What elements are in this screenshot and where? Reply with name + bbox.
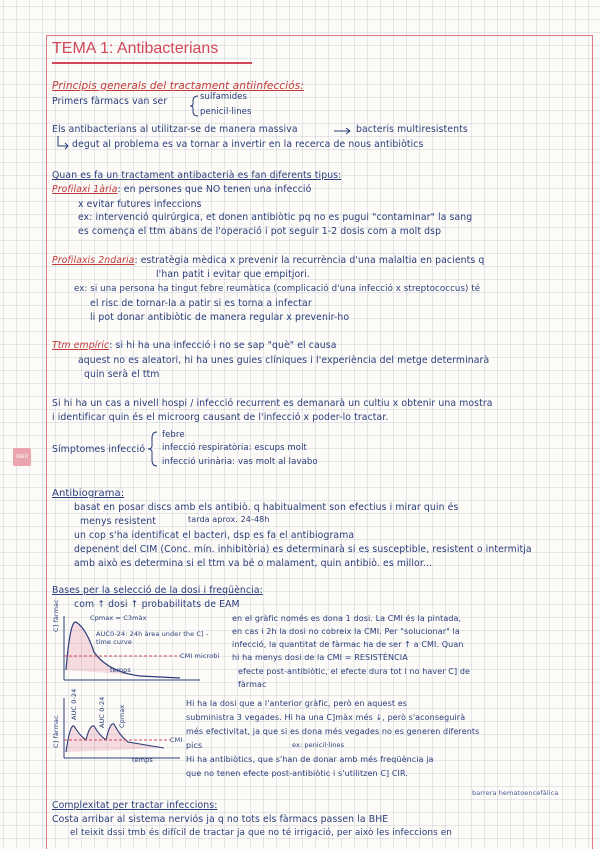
bracket-icon [148, 432, 160, 466]
bases-text-10b: ex: penicil·lines [292, 741, 345, 749]
arrow-right-icon [334, 128, 354, 134]
antibiograma-bullet-1b: menys resistent [80, 516, 156, 527]
graph-2-cpmax: Cpmax [118, 704, 126, 728]
bases-bullet-1: com ↑ dosi ↑ probabilitats de EAM [74, 599, 240, 610]
bases-text-6: fàrmac [238, 680, 267, 689]
graph-2-auc: AUC 0-24 [70, 688, 78, 720]
bases-text-2: en cas i 2h la dosi no cobreix la CMI. Per "solucionar" la [232, 627, 460, 636]
simptoma-3: infecció urinària: vas molt al lavabo [162, 457, 318, 467]
empiric-bullet-1: aquest no es aleatori, hi ha unes guies clíniques i l'experiència del metge determinarà [78, 355, 490, 366]
p2-line-2: l'han patit i evitar que empitjori. [156, 269, 310, 280]
principis-line-2b: bacteris multiresistents [356, 124, 468, 135]
complexitat-heading: Complexitat per tractar infeccions: [52, 800, 218, 811]
bases-text-7: Hi ha la dosi que a l'anterior gràfic, però en aquest es [186, 699, 408, 708]
bases-text-3: infecció, la quantitat de fàrmac ha de ser ↑ a CMI. Quan [232, 640, 464, 649]
graph-1-cmax: Cpmax = C3màx [90, 614, 147, 622]
p1-bullet-1: x evitar futures infeccions [78, 199, 202, 210]
profilaxi1-label: Profilaxi 1ària [52, 184, 118, 195]
principis-line-1: Primers fàrmacs van ser [52, 96, 168, 107]
bases-text-5: efecte post-antibiòtic, el efecte dura tot i no haver C] de [238, 667, 471, 676]
simptomes-label: Símptomes infecció [52, 444, 146, 455]
hosp-line-1: Si hi ha un cas a nivell hospi / infecció recurrent es demanarà un cultiu x obtenir una mostra [52, 398, 493, 409]
principis-heading: Principis generals del tractament antiinfecciós: [52, 80, 304, 92]
graph-1-cmi: CMI microbi [180, 652, 220, 660]
arrow-down-right-icon [56, 136, 70, 150]
hosp-line-2: i identificar quin és el microorg causant de l'infecció x poder-lo tractar. [52, 412, 389, 423]
antibiograma-bullet-1: basat en posar discs amb els antibiò. q habitualment son efectius i mirar quin és [74, 502, 459, 513]
title-underline [52, 62, 252, 64]
principis-line-3: degut al problema es va tornar a invertir en la recerca de nous antibiòtics [72, 139, 424, 150]
bases-text-12: que no tenen efecte post-antibiòtic i s'utilitzen C] CIR. [186, 769, 409, 778]
empiric-text: : si hi ha una infecció i no se sap "què" el causa [109, 340, 337, 351]
p1-bullet-2: ex: intervenció quirúrgica, et donen antibiòtic pq no es pugui "contaminar" la sang [78, 212, 473, 223]
tipus-intro: Quan es fa un tractament antibacterià es fan diferents tipus: [52, 170, 342, 181]
bases-heading: Bases per la selecció de la dosi i freqüència: [52, 585, 263, 596]
empiric-label: Ttm empíric [52, 340, 110, 351]
profilaxi2-text: : estratègia mèdica x prevenir la recurrència d'una malaltia en pacients q [134, 255, 485, 266]
principis-option-1: sulfamides [200, 92, 248, 102]
principis-line-2a: Els antibacterians al utilitzar-se de manera massiva [52, 124, 298, 135]
complexitat-line-1: Costa arribar al sistema nerviós ja q no tots els fàrmacs passen la BHE [52, 814, 389, 825]
graph-2-auc-2: AUC 0-24 [98, 696, 106, 728]
bases-text-10: pics [186, 741, 203, 750]
antibiograma-bullet-3: depenent del CIM (Conc. mín. inhibitòria) es determinarà si es susceptible, resistent o intermitja [74, 544, 532, 555]
profilaxi1-text: : en persones que NO tenen una infecció [117, 184, 312, 195]
complexitat-line-2: el teixit dssi tmb és difícil de tractar ja que no té irrigació, per això les infeccions en [70, 828, 453, 838]
profilaxi2-label: Profilaxis 2ndaria [52, 255, 135, 266]
complexitat-note: barrera hematoencefàlica [472, 789, 559, 797]
graph-2-ylabel: C] fàrmac [52, 715, 60, 748]
graph-1 [60, 612, 210, 682]
p2-bullet-3: li pot donar antibiòtic de manera regular x prevenir-ho [90, 312, 350, 323]
p2-bullet-2: el risc de tornar-la a patir si es torna a infectar [90, 298, 312, 309]
graph-1-auc: AUC0-24: 24h àrea under the C] - time curve [96, 630, 209, 646]
graph-1-ylabel: C] fàrmac [52, 599, 60, 632]
page-title: TEMA 1: Antibacterians [52, 40, 219, 57]
empiric-bullet-1b: quin serà el ttm [84, 369, 160, 380]
bases-text-1: en el gràfic només es dona 1 dosi. La CMI és la pintada, [232, 614, 462, 623]
bracket-icon [190, 96, 202, 116]
principis-option-2: penicil·lines [200, 107, 252, 117]
antibiograma-bullet-1c: tarda aprox. 24-48h [188, 515, 270, 524]
p2-bullet-1: ex: si una persona ha tingut febre reumàtica (complicació d'una infecció x streptococcus) té [74, 284, 481, 294]
antibiograma-bullet-2: un cop s'ha identificat el bacteri, dsp es fa el antibiograma [74, 530, 355, 541]
bases-text-4: hi ha menys dosi de la CMI = RESISTÈNCIA [232, 653, 408, 662]
simptoma-2: infecció respiratòria: escups molt [162, 443, 307, 453]
graph-2-xlabel: temps [132, 756, 153, 764]
graph-2-cmi: CMI [170, 736, 183, 744]
side-tag: OAID [13, 448, 31, 466]
antibiograma-bullet-4: amb això es determina si el ttm va bé o malament, quin antibiò. es millor... [74, 558, 433, 569]
simptoma-1: febre [162, 430, 185, 440]
antibiograma-heading: Antibiograma: [52, 488, 125, 499]
bases-text-11: Hi ha antibiòtics, que s'han de donar amb més freqüència ja [186, 755, 434, 764]
bases-text-8: subministra 3 vegades. Hi ha una C]màx més ↓, però s'aconseguirà [186, 713, 466, 722]
bases-text-9: més efectivitat, ja que si es dona més vegades no es generen diferents [186, 727, 480, 736]
graph-1-xlabel: temps [110, 666, 131, 674]
p1-bullet-3: es comença el ttm abans de l'operació i pot seguir 1-2 dosis com a molt dsp [78, 226, 442, 237]
